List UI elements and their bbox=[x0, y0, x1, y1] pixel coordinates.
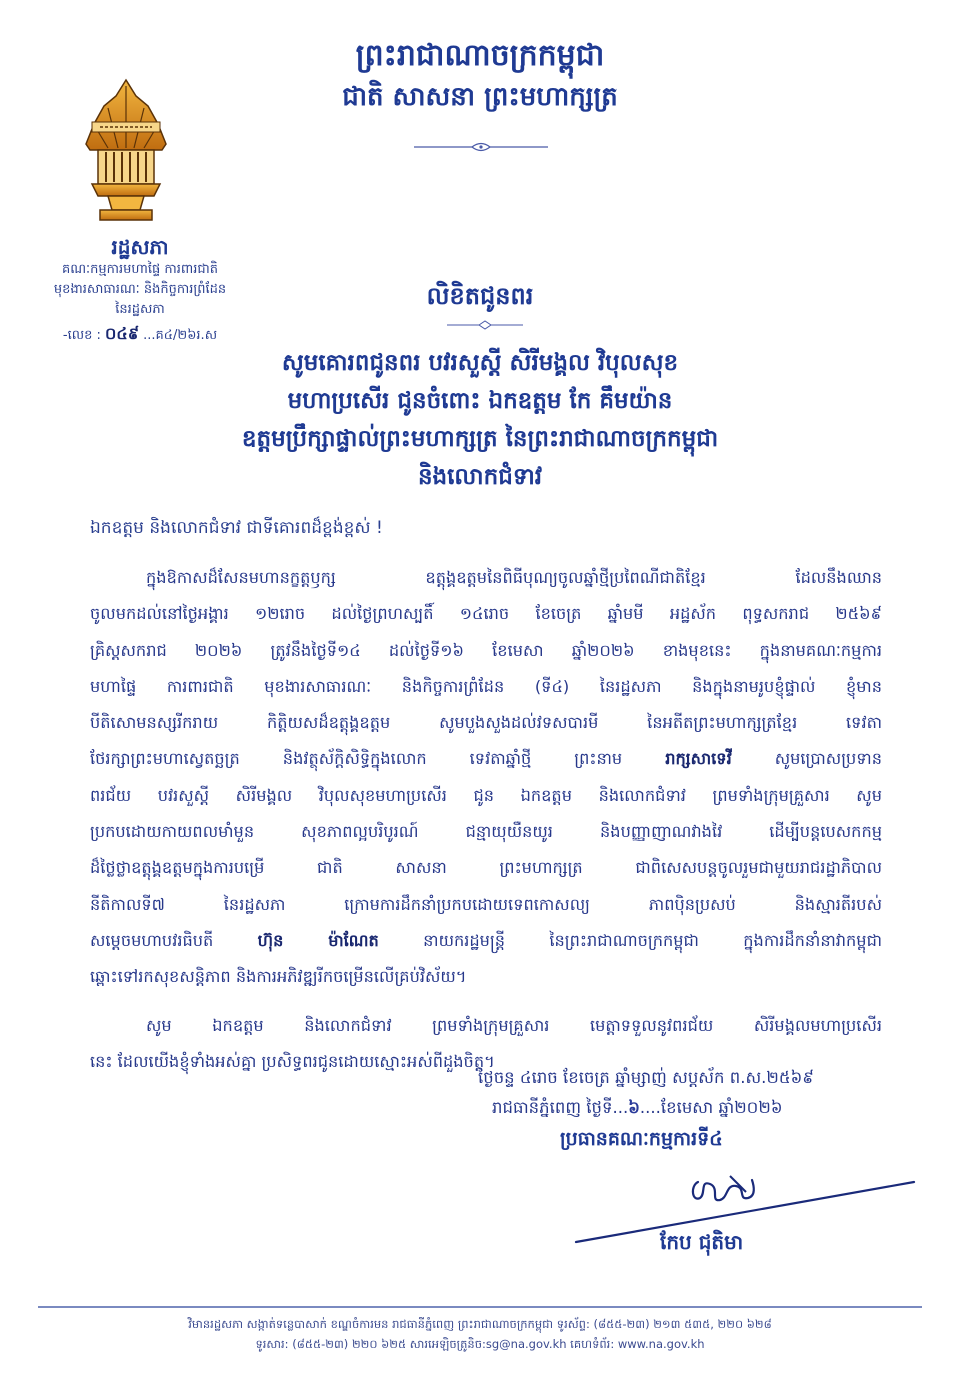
signer-title: ប្រធានគណៈកម្មការទី៤ bbox=[560, 1128, 723, 1150]
paragraph-1-line-6 bbox=[90, 741, 882, 777]
paragraph-1-line-12: ឆ្ពោះទៅរកសុខសន្តិភាព និងការអភិវឌ្ឍរីកចម្រើនលើគ្រប់វិស័យ។ bbox=[90, 967, 467, 987]
paragraph-1-line-11-tail: នាយករដ្ឋមន្ត្រី នៃព្រះរាជាណាចក្រកម្ពុជា ក្នុងការដឹកនាំនាវាកម្ពុជា bbox=[423, 930, 882, 950]
footer bbox=[40, 1314, 920, 1354]
paragraph-1-line-4: មហាផ្ទៃ ការពារជាតិ មុខងារសាធារណៈ និងកិច្ចការព្រំដែន (ទី៤) នៃរដ្ឋសភា និងក្នុងនាមរូបខ្ញុំផ្ទាល់ ខ្ញុំមាន bbox=[90, 676, 882, 696]
paragraph-1-line-11 bbox=[90, 923, 882, 959]
national-assembly-emblem-icon bbox=[78, 78, 174, 226]
signer-name: កែប ជុតិមា bbox=[660, 1230, 744, 1254]
title-divider-icon bbox=[445, 320, 525, 330]
paragraph-1-line-8: ប្រកបដោយកាយពលមាំមួន សុខភាពល្អបរិបូរណ៍ ជន្មាយុយឺនយូរ និងបញ្ញាញាណវាងវៃ ដើម្បីបន្តបេសកកម្ម bbox=[90, 822, 882, 842]
committee-line-3: នៃរដ្ឋសភា bbox=[115, 302, 165, 317]
footer-contact: ទូរសារ: (៨៥៥-២៣) ២២០ ៦២៥ សារអេឡិចត្រូនិច:sg@na.gov.kh គេហទំព័រ: www.na.gov.kh bbox=[255, 1337, 705, 1351]
paragraph-2-line-2: នេះ ដែលយើងខ្ញុំទាំងអស់គ្នា ប្រសិទ្ធពរជូនដោយស្មោះអស់ពីដួងចិត្ត។ bbox=[90, 1051, 495, 1071]
date-solar-day: ៦ bbox=[628, 1098, 640, 1117]
ref-prefix: -លេខ : bbox=[62, 328, 101, 343]
paragraph-1-line-3: គ្រិស្តសករាជ ២០២៦ ត្រូវនឹងថ្ងៃទី១៤ ដល់ថ្ងៃទី១៦ ខែមេសា ឆ្នាំ២០២៦ ខាងមុខនេះ ក្នុងនាមគណៈកម្មការ bbox=[90, 640, 882, 660]
paragraph-1-line-10: នីតិកាលទី៧ នៃរដ្ឋសភា ក្រោមការដឹកនាំប្រកបដោយទេពកោសល្យ ភាពប៉ិនប្រសប់ និងស្មារតីរបស់ bbox=[90, 894, 882, 914]
date-solar bbox=[492, 1094, 783, 1122]
paragraph-1-line-6-text: ថែរក្សាព្រះមហាស្វេតច្ឆត្រ និងវត្ថុស័ក្តិសិទ្ធិក្នុងលោក ទេវតាឆ្នាំថ្មី ព្រះនាម bbox=[90, 749, 623, 769]
institution-name: រដ្ឋសភា bbox=[111, 235, 169, 259]
paragraph-1-line-5: បីតិសោមនស្សរីករាយ កិត្តិយសដ៏ឧត្តុង្គឧត្តម សូមបួងសួងដល់វទសបារមី នៃអតីតព្រះមហាក្សត្រខ្មែរ ទេវតា bbox=[90, 713, 882, 733]
footer-divider bbox=[38, 1306, 922, 1308]
committee-line-1: គណៈកម្មការមហាផ្ទៃ ការពារជាតិ bbox=[62, 262, 218, 277]
committee-line-2: មុខងារសាធារណៈ និងកិច្ចការព្រំដែន bbox=[53, 282, 227, 297]
kingdom-motto: ជាតិ សាសនា ព្រះមហាក្សត្រ bbox=[342, 82, 618, 112]
salutation: ឯកឧត្តម និងលោកជំទាវ ជាទីគោរពដ៏ខ្ពង់ខ្ពស់ ! bbox=[90, 518, 383, 538]
prime-minister-name: ហ៊ុន ម៉ាណែត bbox=[257, 930, 379, 950]
paragraph-1-line-1: ក្នុងឱកាសដ៏សែនមហានក្ខត្តឫក្ស ឧត្តុង្គឧត្តមនៃពិធីបុណ្យចូលឆ្នាំថ្មីប្រពៃណីជាតិខ្មែរ ដែលនឹងឈាន bbox=[146, 568, 882, 587]
footer-address: វិមានរដ្ឋសភា សង្កាត់ទន្លេបាសាក់ ខណ្ឌចំការមន រាជធានីភ្នំពេញ ព្រះរាជាណាចក្រកម្ពុជា ទូរស័ព្ទ: (៨៥៥-២៣) ២១៣ ៥៣៥, ២២០ ៦២៨ bbox=[188, 1317, 772, 1331]
paragraph-1-line-6-tail: សូមប្រោសប្រទាន bbox=[774, 749, 882, 769]
date-solar-prefix: រាជធានីភ្នំពេញ ថ្ងៃទី... bbox=[492, 1098, 629, 1117]
paragraph-1-line-7: ពរជ័យ បវរសួស្តី សិរីមង្គល វិបុលសុខមហាប្រសើរ ជូន ឯកឧត្តម និងលោកជំទាវ ព្រមទាំងក្រុមគ្រួសារ សូម bbox=[90, 785, 882, 805]
greeting-line-1: សូមគោរពជូនពរ បវរសួស្តី សិរីមង្គល វិបុលសុខ bbox=[281, 349, 679, 376]
greeting-line-3: ឧត្តមប្រឹក្សាផ្ទាល់ព្រះមហាក្សត្រ នៃព្រះរាជាណាចក្រកម្ពុជា bbox=[241, 425, 719, 452]
greeting-line-2: មហាប្រសើរ ជូនចំពោះ ឯកឧត្តម កែ គឹមយ៉ាន bbox=[287, 387, 673, 414]
ref-suffix: ...គ៤/២៦រ.ស bbox=[143, 328, 218, 343]
paragraph-1-line-11-text: សម្តេចមហាបវរធិបតី bbox=[90, 930, 214, 950]
deity-name: រាក្សសាទេវី bbox=[665, 749, 732, 769]
letter-body bbox=[90, 560, 882, 1080]
kingdom-title: ព្រះរាជាណាចក្រកម្ពុជា bbox=[355, 38, 605, 73]
greeting-headline bbox=[120, 344, 840, 496]
handwritten-signature-icon bbox=[570, 1162, 920, 1252]
paragraph-2-line-1: សូម ឯកឧត្តម និងលោកជំទាវ ព្រមទាំងក្រុមគ្រួសារ មេត្តាទទួលនូវពរជ័យ សិរីមង្គលមហាប្រសើរ bbox=[146, 1015, 882, 1035]
institution-block bbox=[30, 234, 250, 348]
date-solar-suffix: ....ខែមេសា ឆ្នាំ២០២៦ bbox=[639, 1098, 783, 1117]
date-lunar: ថ្ងៃចន្ទ ៤រោច ខែចេត្រ ឆ្នាំម្សាញ់ សប្តស័ក ព.ស.២៥៦៩ bbox=[478, 1068, 814, 1087]
greeting-line-4: និងលោកជំទាវ bbox=[417, 463, 543, 490]
paragraph-1-line-2: ចូលមកដល់នៅថ្ងៃអង្គារ ១២រោច ដល់ថ្ងៃព្រហស្បតិ៍ ១៤រោច ខែចេត្រ ឆ្នាំមមី អដ្ឋស័ក ពុទ្ធសករាជ ២៥៦៩ bbox=[90, 604, 882, 624]
kingdom-header bbox=[300, 36, 660, 116]
ref-number-value: ០៤៩ bbox=[105, 324, 140, 343]
paragraph-1-line-9: ដ៏ថ្លៃថ្លាឧត្តុង្គឧត្តមក្នុងការបម្រើ ជាតិ សាសនា ព្រះមហាក្សត្រ ជាពិសេសបន្តចូលរួមជាមួយរាជរដ្ឋាភិបាល bbox=[90, 858, 882, 878]
letter-title: លិខិតជូនពរ bbox=[426, 281, 534, 310]
header-ornament-divider-icon bbox=[412, 140, 550, 154]
